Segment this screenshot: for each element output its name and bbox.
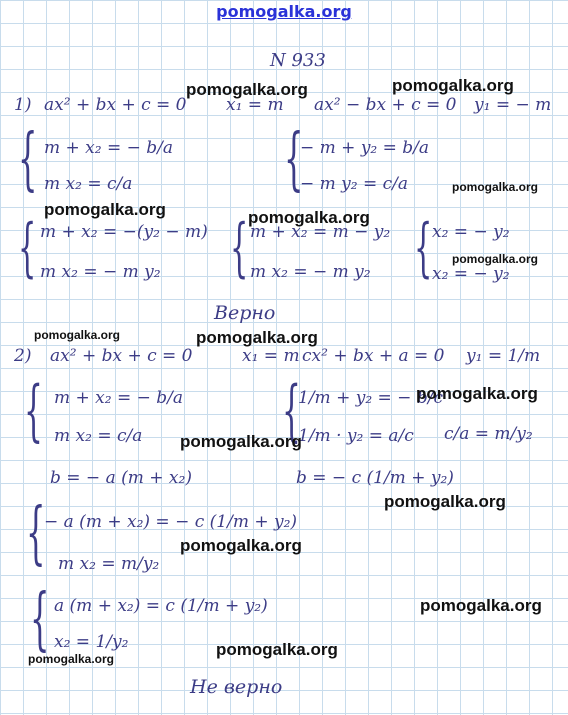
part2-system1-bottom: m x₂ = c/a <box>54 426 143 446</box>
part2-root-x1: x₁ = m <box>242 346 300 366</box>
part2-system3-bottom: m x₂ = m/y₂ <box>58 554 160 574</box>
problem-title: N 933 <box>270 50 326 71</box>
part1-system5-top: x₂ = − y₂ <box>432 222 510 242</box>
watermark: pomogalka.org <box>196 328 318 347</box>
part2-system1-top: m + x₂ = − b/a <box>54 388 184 408</box>
part2-system2-bottom: 1/m · y₂ = a/c <box>298 426 414 446</box>
part2-b-expression-2: b = − c (1/m + y₂) <box>296 468 454 488</box>
part1-system1-bottom: m x₂ = c/a <box>44 174 133 194</box>
part1-verdict: Верно <box>214 302 276 324</box>
part1-system3-bottom: m x₂ = − m y₂ <box>40 262 161 282</box>
watermark: pomogalka.org <box>452 252 539 266</box>
watermark: pomogalka.org <box>34 328 121 342</box>
part1-brace-3: { <box>18 211 37 285</box>
part2-system2-top: 1/m + y₂ = − b/c <box>298 388 443 408</box>
part2-system3-top: − a (m + x₂) = − c (1/m + y₂) <box>44 512 298 532</box>
watermark: pomogalka.org <box>180 432 302 451</box>
part1-brace-1: { <box>18 120 38 199</box>
part1-root-y1: y₁ = − m <box>474 95 552 115</box>
part2-brace-4: { <box>30 580 50 659</box>
part2-brace-2: { <box>282 372 301 449</box>
watermark: pomogalka.org <box>216 640 338 659</box>
part1-equation-1: ax² + bx + c = 0 <box>44 95 187 115</box>
part1-system4-top: m + x₂ = m − y₂ <box>250 222 391 242</box>
part1-system5-bottom: x₂ = − y₂ <box>432 264 510 284</box>
part1-number: 1) <box>14 95 32 115</box>
part1-system4-bottom: m x₂ = − m y₂ <box>250 262 371 282</box>
watermark: pomogalka.org <box>44 200 166 219</box>
watermark: pomogalka.org <box>186 80 308 99</box>
part2-ratio: c/a = m/y₂ <box>444 424 533 444</box>
part2-system4-top: a (m + x₂) = c (1/m + y₂) <box>54 596 268 616</box>
part1-brace-5: { <box>414 211 433 285</box>
part2-brace-1: { <box>24 372 43 449</box>
part1-system3-top: m + x₂ = −(y₂ − m) <box>40 222 208 242</box>
part2-equation-1: ax² + bx + c = 0 <box>50 346 193 366</box>
part1-brace-4: { <box>230 211 249 285</box>
part2-brace-3: { <box>26 494 46 573</box>
watermark: pomogalka.org <box>28 652 115 666</box>
watermark: pomogalka.org <box>384 492 506 511</box>
part1-system2-top: − m + y₂ = b/a <box>300 138 430 158</box>
watermark: pomogalka.org <box>392 76 514 95</box>
part1-root-x1: x₁ = m <box>226 95 284 115</box>
part2-root-y1: y₁ = 1/m <box>466 346 541 366</box>
part2-equation-2: cx² + bx + a = 0 <box>302 346 445 366</box>
site-link[interactable]: pomogalka.org <box>216 2 352 21</box>
part1-brace-2: { <box>284 120 304 199</box>
watermark: pomogalka.org <box>420 596 542 615</box>
part2-system4-bottom: x₂ = 1/y₂ <box>54 632 129 652</box>
part2-b-expression-1: b = − a (m + x₂) <box>50 468 192 488</box>
part1-system1-top: m + x₂ = − b/a <box>44 138 174 158</box>
part1-system2-bottom: − m y₂ = c/a <box>300 174 409 194</box>
watermark: pomogalka.org <box>416 384 538 403</box>
part2-number: 2) <box>14 346 32 366</box>
watermark: pomogalka.org <box>452 180 539 194</box>
watermark: pomogalka.org <box>180 536 302 555</box>
watermark: pomogalka.org <box>248 208 370 227</box>
part1-equation-2: ax² − bx + c = 0 <box>314 95 457 115</box>
part2-verdict: Не верно <box>190 676 283 698</box>
